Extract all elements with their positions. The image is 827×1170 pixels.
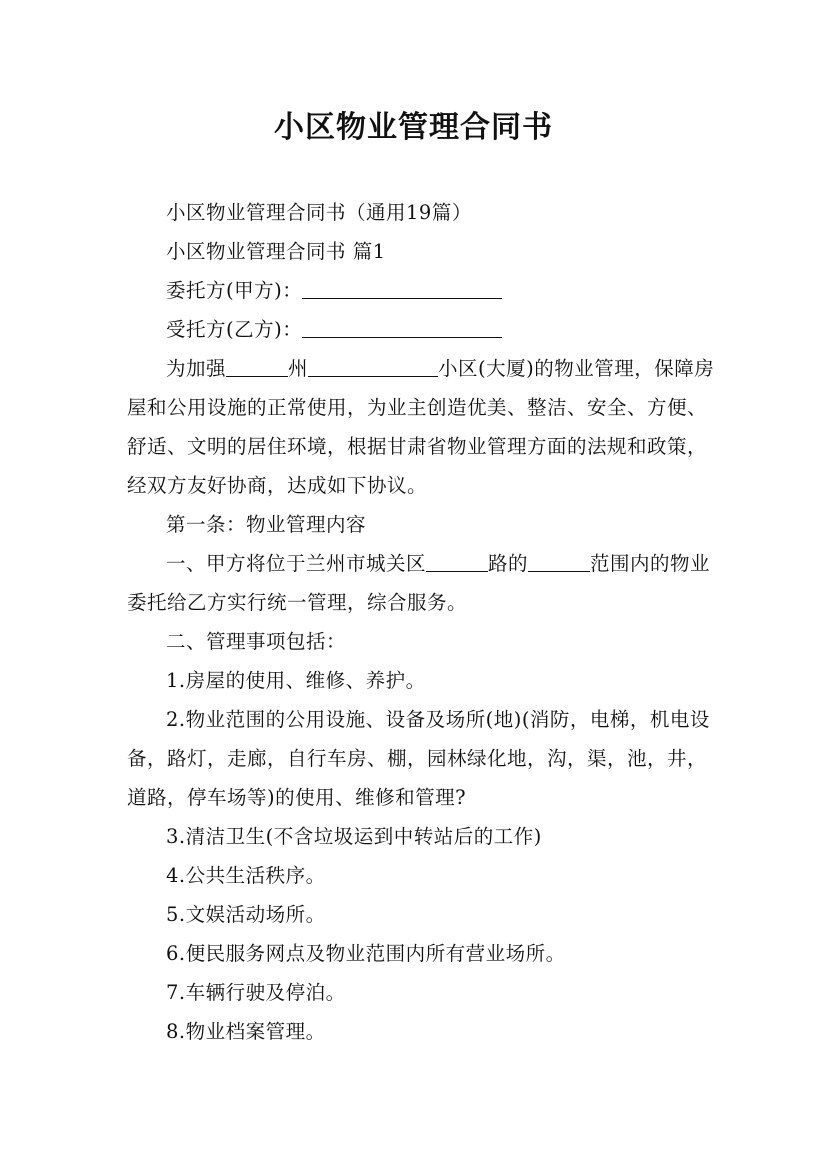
- list-item: 8.物业档案管理。: [166, 1020, 326, 1043]
- subtitle: 小区物业管理合同书（通用19篇）: [166, 201, 472, 224]
- clause1-text-3: 范围内的物业委托给乙方实行统一管理，综合服务。: [127, 552, 711, 614]
- party-a-blank: [302, 279, 502, 300]
- document-title: 小区物业管理合同书: [274, 110, 553, 145]
- list-item: 6.便民服务网点及物业范围内所有营业场所。: [166, 942, 566, 965]
- article1-heading: 第一条：物业管理内容: [166, 513, 367, 536]
- party-b-label: 受托方(乙方)：: [166, 318, 303, 341]
- party-b-blank: [302, 318, 502, 339]
- prefecture-blank: [226, 357, 288, 378]
- community-blank: [308, 357, 438, 378]
- clause1-text-1: 一、甲方将位于兰州市城关区: [166, 552, 427, 575]
- intro-text-3: 小区(大厦)的物业管理，保障房屋和公用设施的正常使用，为业主创造优美、整洁、安全、方便、舒适、文明的居住环境，根据甘肃省物业管理方面的法规和政策，经双方友好协商，达成如下协议。: [127, 357, 715, 497]
- list-item: 1.房屋的使用、维修、养护。: [166, 669, 426, 692]
- range-blank: [528, 552, 590, 573]
- party-a-label: 委托方(甲方)：: [166, 279, 303, 302]
- clause2-heading: 二、管理事项包括：: [166, 630, 347, 653]
- document-body: [127, 193, 717, 1051]
- party-b-line: [127, 310, 717, 349]
- clause1-text-2: 路的: [488, 552, 529, 575]
- intro-text-2: 州: [288, 357, 309, 380]
- list-item: 5.文娱活动场所。: [166, 903, 326, 926]
- list-item: 4.公共生活秩序。: [166, 864, 326, 887]
- road-blank: [426, 552, 488, 573]
- party-a-line: [127, 271, 717, 310]
- list-item: 7.车辆行驶及停泊。: [166, 981, 346, 1004]
- list-item: 2.物业范围的公用设施、设备及场所(地)(消防，电梯，机电设备，路灯，走廊，自行车房、棚，园林绿化地，沟，渠，池，井，道路，停车场等)的使用、维修和管理?: [127, 708, 710, 809]
- section-heading: 小区物业管理合同书 篇1: [166, 240, 386, 263]
- clause1-paragraph: [127, 544, 717, 622]
- intro-text-1: 为加强: [166, 357, 227, 380]
- list-item: 3.清洁卫生(不含垃圾运到中转站后的工作): [166, 825, 542, 848]
- intro-paragraph: [127, 349, 717, 505]
